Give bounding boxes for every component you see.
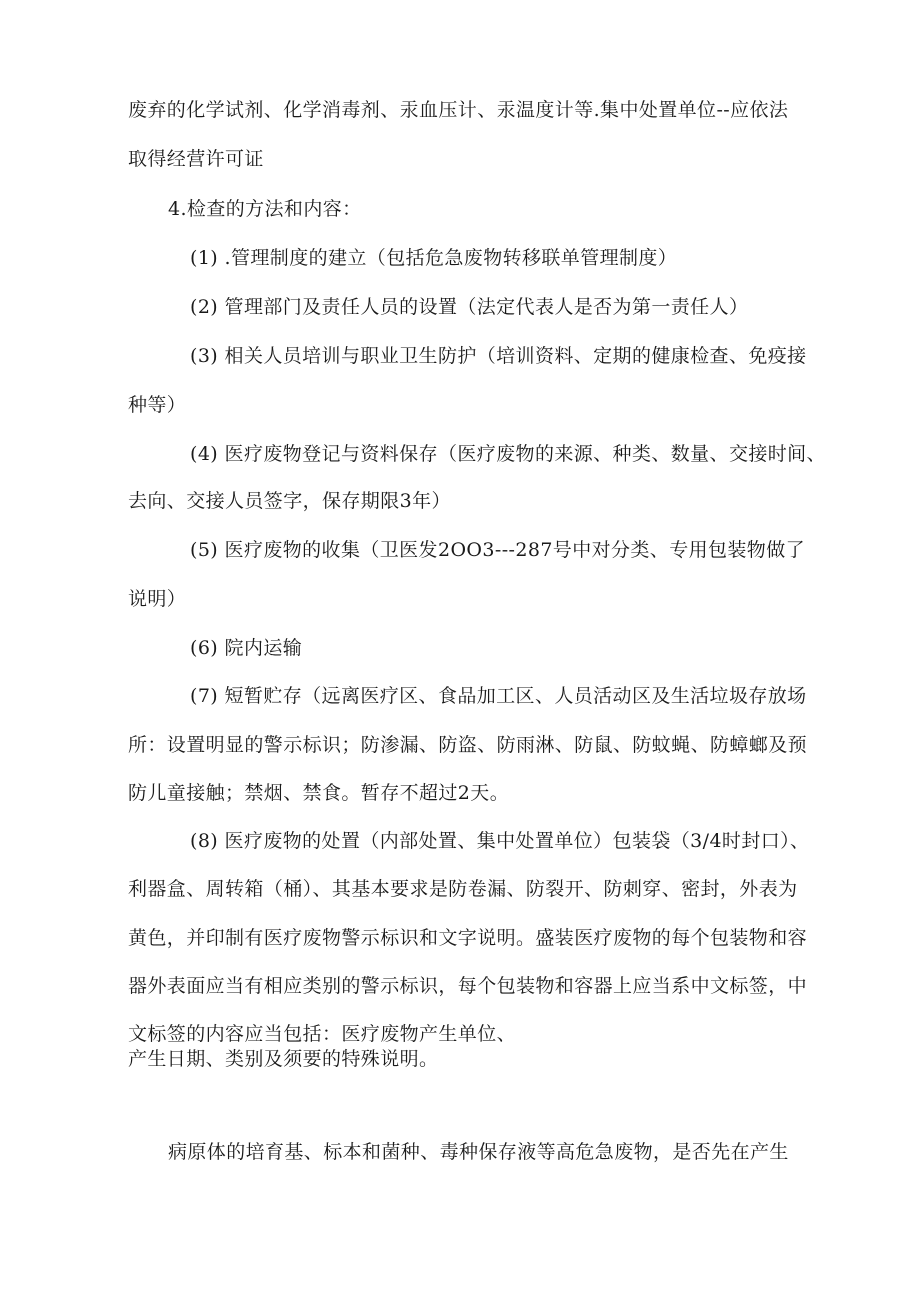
list-item: (5) 医疗废物的收集（卫医发2OO3---287号中对分类、专用包装物做了 xyxy=(190,539,806,561)
list-item: (7) 短暂贮存（远离医疗区、食品加工区、人员活动区及生活垃圾存放场 xyxy=(190,685,807,707)
paragraph-line: 去向、交接人员签字，保存期限3年） xyxy=(128,490,451,512)
paragraph-line: 防儿童接触；禁烟、禁食。暂存不超过2天。 xyxy=(128,782,510,804)
paragraph-line: 产生日期、类别及须要的特殊说明。 xyxy=(128,1048,439,1070)
list-item: (2) 管理部门及责任人员的设置（法定代表人是否为第一责任人） xyxy=(190,296,749,318)
paragraph-line: 所：设置明显的警示标识；防渗漏、防盗、防雨淋、防鼠、防蚊蝇、防蟑螂及预 xyxy=(128,734,808,756)
paragraph-line: 种等） xyxy=(128,394,187,416)
paragraph-line: 病原体的培育基、标本和菌种、毒种保存液等高危急废物，是否先在产生 xyxy=(168,1141,789,1163)
paragraph-line: 文标签的内容应当包括：医疗废物产生单位、 xyxy=(128,1023,517,1045)
paragraph-line: 利器盒、周转箱（桶）、其基本要求是防卷漏、防裂开、防刺穿、密封，外表为 xyxy=(128,878,798,900)
list-item: (8) 医疗废物的处置（内部处置、集中处置单位）包装袋（3/4时封口）、 xyxy=(190,830,810,852)
paragraph-line: 说明） xyxy=(128,588,187,610)
list-item: (4) 医疗废物登记与资料保存（医疗废物的来源、种类、数量、交接时间、 xyxy=(190,443,826,465)
section-heading: 4.检查的方法和内容： xyxy=(168,198,362,220)
list-item: (6) 院内运输 xyxy=(190,637,303,659)
paragraph-line: 废弃的化学试剂、化学消毒剂、汞血压计、汞温度计等.集中处置单位--应依法 xyxy=(128,99,789,121)
list-item: (3) 相关人员培训与职业卫生防护（培训资料、定期的健康检查、免疫接 xyxy=(190,345,807,367)
list-item: (1) .管理制度的建立（包括危急废物转移联单管理制度） xyxy=(190,247,678,269)
paragraph-line: 取得经营许可证 xyxy=(128,148,264,170)
paragraph-line: 器外表面应当有相应类别的警示标识，每个包装物和容器上应当系中文标签，中 xyxy=(128,975,808,997)
paragraph-line: 黄色，并印制有医疗废物警示标识和文字说明。盛装医疗废物的每个包装物和容 xyxy=(128,927,808,949)
